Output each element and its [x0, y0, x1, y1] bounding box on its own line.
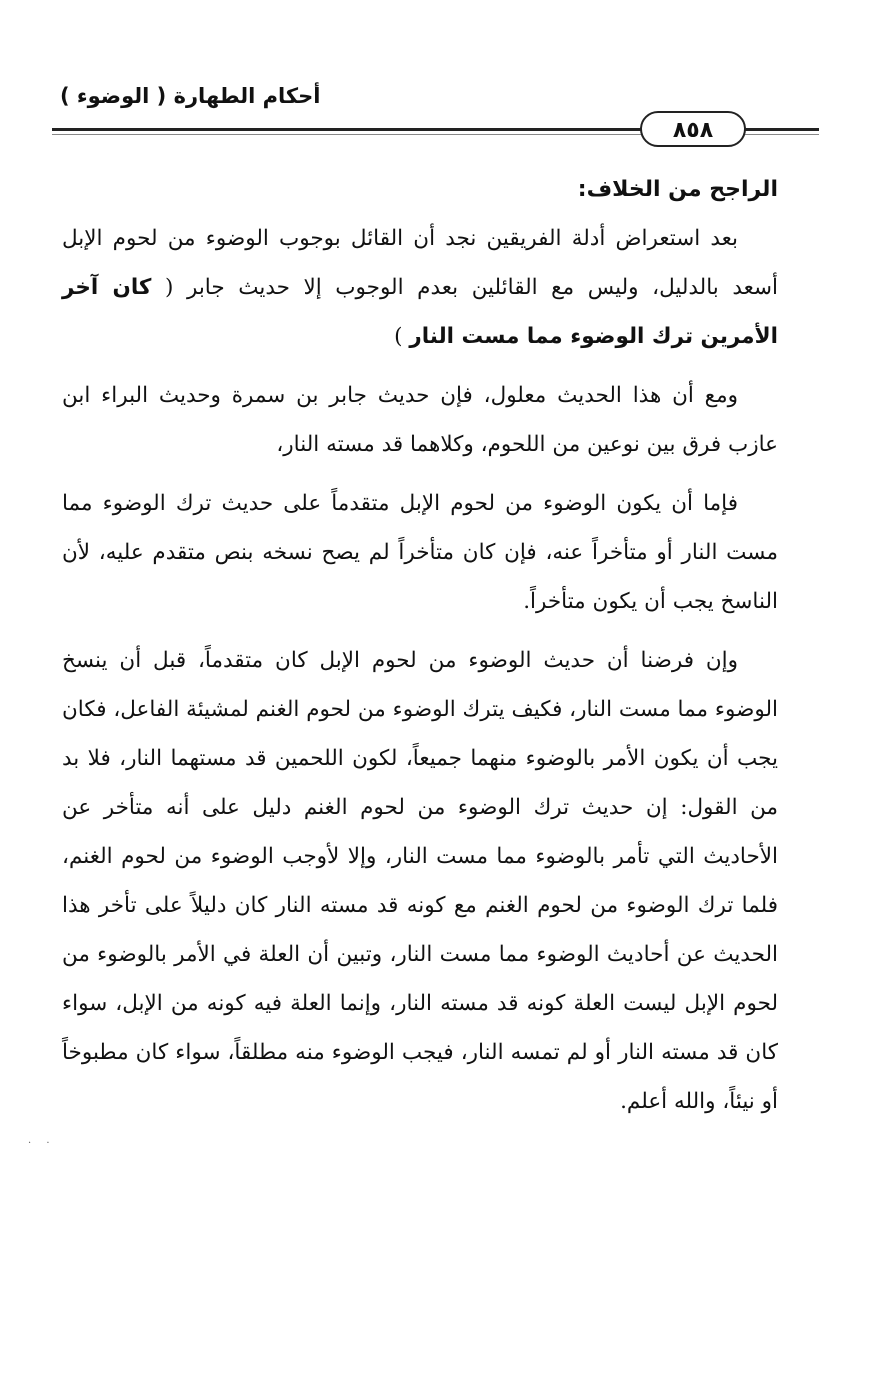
scan-marks: · · — [28, 1138, 56, 1149]
paragraph-1 — [62, 214, 778, 361]
paragraph-3: فإما أن يكون الوضوء من لحوم الإبل متقدماً على حديث ترك الوضوء مما مست النار أو متأخراً عنه، فإن كان متأخراً لم يصح نسخه بنص متقدم عليه، لأن الناسخ يجب أن يكون متأخراً. — [62, 491, 778, 614]
quote-close: ) — [394, 324, 410, 349]
page-header — [60, 82, 789, 152]
paragraph-4: وإن فرضنا أن حديث الوضوء من لحوم الإبل كان متقدماً، قبل أن ينسخ الوضوء مما مست النار، فكيف يترك الوضوء من لحوم الغنم لمشيئة الفاعل، فكان يجب أن يكون الأمر بالوضوء منهما جميعاً، لكون اللحمين قد مستهما النار، فلا بد من القول: إن حديث ترك الوضوء من لحوم الغنم دليل على أنه متأخر عن الأحاديث التي تأمر بالوضوء مما مست النار، وإلا لأوجب الوضوء من لحوم الغنم، فلما ترك الوضوء من لحوم الغنم مع كونه قد مسته النار كان دليلاً على تأخر هذا الحديث عن أحاديث الوضوء مما مست النار، وتبين أن العلة في الأمر بالوضوء من لحوم الإبل ليست العلة كونه قد مسته النار، وإنما العلة فيه كونه من الإبل، سواء كان قد مسته النار أو لم تمسه النار، فيجب الوضوء منه مطلقاً، سواء كان مطبوخاً أو نيئاً، والله أعلم. — [62, 648, 778, 1114]
page-body — [62, 165, 778, 1136]
section-heading: الراجح من الخلاف: — [577, 177, 778, 202]
running-title: أحكام الطهارة ( الوضوء ) — [60, 84, 321, 108]
paragraph-2: ومع أن هذا الحديث معلول، فإن حديث جابر بن سمرة وحديث البراء ابن عازب فرق بين نوعين من اللحوم، وكلاهما قد مسته النار، — [62, 383, 778, 457]
paragraph-1-text: بعد استعراض أدلة الفريقين نجد أن القائل بوجوب الوضوء من لحوم الإبل أسعد بالدليل، وليس مع القائلين بعدم الوجوب إلا حديث جابر ( — [62, 226, 778, 300]
page-number: ٨٥٨ — [640, 111, 746, 147]
hadith-quote: كان آخر الأمرين ترك الوضوء مما مست النار — [62, 275, 778, 349]
